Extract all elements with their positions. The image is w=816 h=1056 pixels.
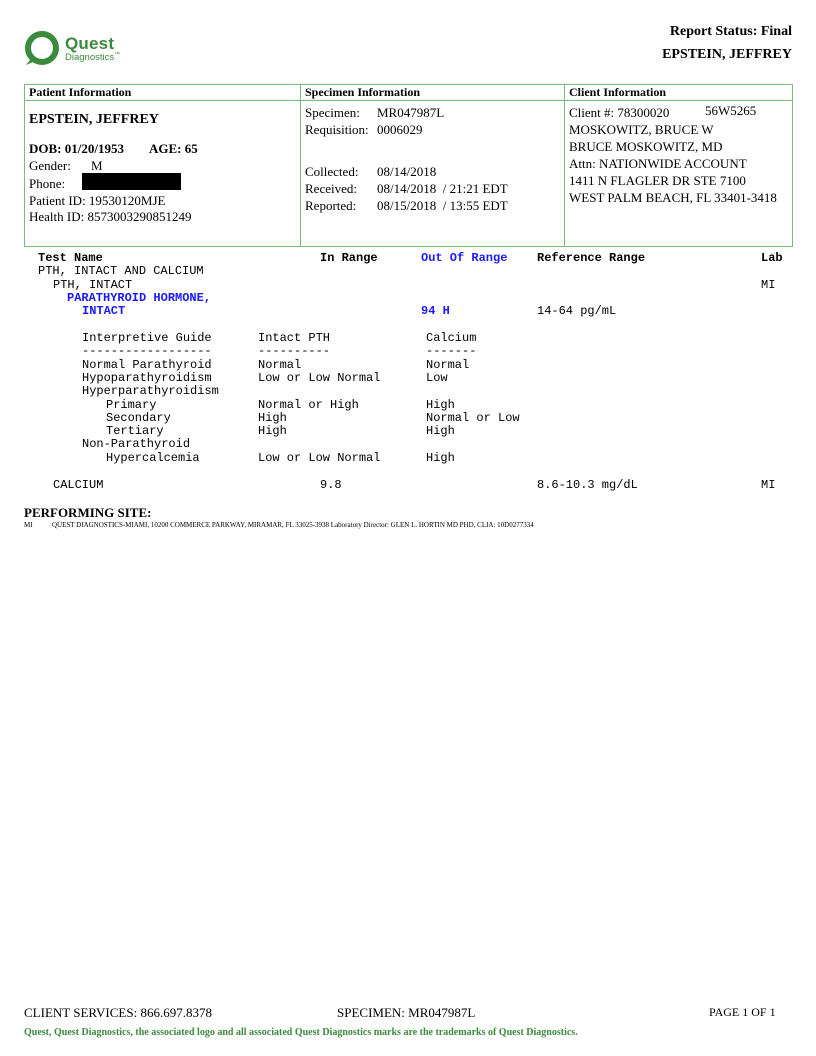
guide-row-label: Hypercalcemia <box>106 451 200 465</box>
calcium-value: 9.8 <box>320 478 342 492</box>
specimen-label: Specimen: <box>305 105 360 120</box>
client-line: Attn: NATIONWIDE ACCOUNT <box>569 156 747 171</box>
patient-name: EPSTEIN, JEFFREY <box>29 112 159 127</box>
col-header-in-range: In Range <box>320 251 378 265</box>
calcium-reference: 8.6-10.3 mg/dL <box>537 478 638 492</box>
divider <box>564 85 565 246</box>
gender-value: M <box>91 158 103 173</box>
reported-value: 08/15/2018 / 13:55 EDT <box>377 198 508 213</box>
info-box <box>24 84 793 247</box>
phone-redaction <box>82 173 181 190</box>
client-section-title: Client Information <box>569 85 666 99</box>
received-value: 08/14/2018 / 21:21 EDT <box>377 181 508 196</box>
collected-label: Collected: <box>305 164 359 179</box>
client-line: BRUCE MOSKOWITZ, MD <box>569 139 723 154</box>
footer-specimen: SPECIMEN: MR047987L <box>337 1005 476 1020</box>
guide-header: Intact PTH <box>258 331 331 345</box>
pth-value: 94 H <box>421 304 450 318</box>
footer-client-services: CLIENT SERVICES: 866.697.8378 <box>24 1005 212 1020</box>
patient-id: Patient ID: 19530120MJE <box>29 193 166 208</box>
guide-row-label: Tertiary <box>106 424 164 438</box>
divider <box>300 85 301 246</box>
guide-header: Calcium <box>426 331 477 345</box>
guide-row-pth: High <box>258 411 287 425</box>
requisition-value: 0006029 <box>377 122 423 137</box>
performing-site-code: MI <box>24 521 33 529</box>
specimen-value: MR047987L <box>377 105 445 120</box>
client-line: 1411 N FLAGLER DR STE 7100 <box>569 173 746 188</box>
calcium-test-name: CALCIUM <box>53 478 104 492</box>
guide-row-calcium: High <box>426 451 455 465</box>
col-header-reference: Reference Range <box>537 251 646 265</box>
guide-row-label: Primary <box>106 398 157 412</box>
panel-name: PTH, INTACT AND CALCIUM <box>38 264 204 278</box>
requisition-label: Requisition: <box>305 122 369 137</box>
pth-reference: 14-64 pg/mL <box>537 304 617 318</box>
pth-test-name: PARATHYROID HORMONE, <box>67 291 212 305</box>
guide-row-label: Hyperparathyroidism <box>82 384 219 398</box>
gender-label: Gender: <box>29 158 71 173</box>
guide-row-pth: Normal <box>258 358 302 372</box>
guide-row-calcium: High <box>426 424 455 438</box>
guide-row-pth: Normal or High <box>258 398 359 412</box>
received-label: Received: <box>305 181 357 196</box>
client-line: MOSKOWITZ, BRUCE W <box>569 122 714 137</box>
collected-value: 08/14/2018 <box>377 164 437 179</box>
guide-rule: ------------------ <box>82 344 212 358</box>
guide-row-calcium: Normal <box>426 358 470 372</box>
logo-subtext: Diagnostics™ <box>65 52 121 63</box>
guide-header: Interpretive Guide <box>82 331 212 345</box>
footer-trademark: Quest, Quest Diagnostics, the associated logo and all associated Quest Diagnostics marks are the trademarks of Quest Diagnostics. <box>24 1027 578 1038</box>
pth-subheading: PTH, INTACT <box>53 278 133 292</box>
guide-row-calcium: High <box>426 398 455 412</box>
calcium-lab: MI <box>761 478 776 492</box>
client-code: 56W5265 <box>705 103 757 118</box>
performing-site-details: QUEST DIAGNOSTICS-MIAMI, 10200 COMMERCE PARKWAY, MIRAMAR, FL 33025-3938 Laboratory Director: GLEN L. HORTIN MD PHD, CLIA: 10D0277334 <box>52 521 534 529</box>
guide-row-label: Normal Parathyroid <box>82 358 212 372</box>
specimen-section-title: Specimen Information <box>305 85 420 99</box>
quest-logo <box>24 30 144 66</box>
pth-lab: MI <box>761 278 776 292</box>
guide-row-pth: Low or Low Normal <box>258 451 381 465</box>
col-header-out-of-range: Out Of Range <box>421 251 508 265</box>
header-patient-name: EPSTEIN, JEFFREY <box>662 47 792 62</box>
phone-label: Phone: <box>29 176 66 191</box>
patient-section-title: Patient Information <box>29 85 132 99</box>
guide-row-label: Non-Parathyroid <box>82 437 191 451</box>
guide-rule: ------- <box>426 344 477 358</box>
guide-row-calcium: Normal or Low <box>426 411 520 425</box>
patient-dob: DOB: 01/20/1953 <box>29 141 124 156</box>
quest-logo-icon <box>24 30 62 66</box>
guide-row-pth: Low or Low Normal <box>258 371 381 385</box>
guide-row-label: Secondary <box>106 411 171 425</box>
footer-page-number: PAGE 1 OF 1 <box>709 1005 776 1019</box>
col-header-lab: Lab <box>761 251 783 265</box>
logo-wordmark: Quest <box>65 34 115 53</box>
guide-row-calcium: Low <box>426 371 448 385</box>
health-id: Health ID: 8573003290851249 <box>29 209 192 224</box>
client-number: Client #: 78300020 <box>569 105 670 120</box>
client-line: WEST PALM BEACH, FL 33401-3418 <box>569 190 777 205</box>
reported-label: Reported: <box>305 198 357 213</box>
patient-age: AGE: 65 <box>149 141 198 156</box>
guide-row-pth: High <box>258 424 287 438</box>
col-header-test: Test Name <box>38 251 103 265</box>
performing-site-title: PERFORMING SITE: <box>24 505 152 520</box>
guide-rule: ---------- <box>258 344 331 358</box>
pth-test-name: INTACT <box>82 304 126 318</box>
guide-row-label: Hypoparathyroidism <box>82 371 212 385</box>
report-status: Report Status: Final <box>669 24 792 39</box>
